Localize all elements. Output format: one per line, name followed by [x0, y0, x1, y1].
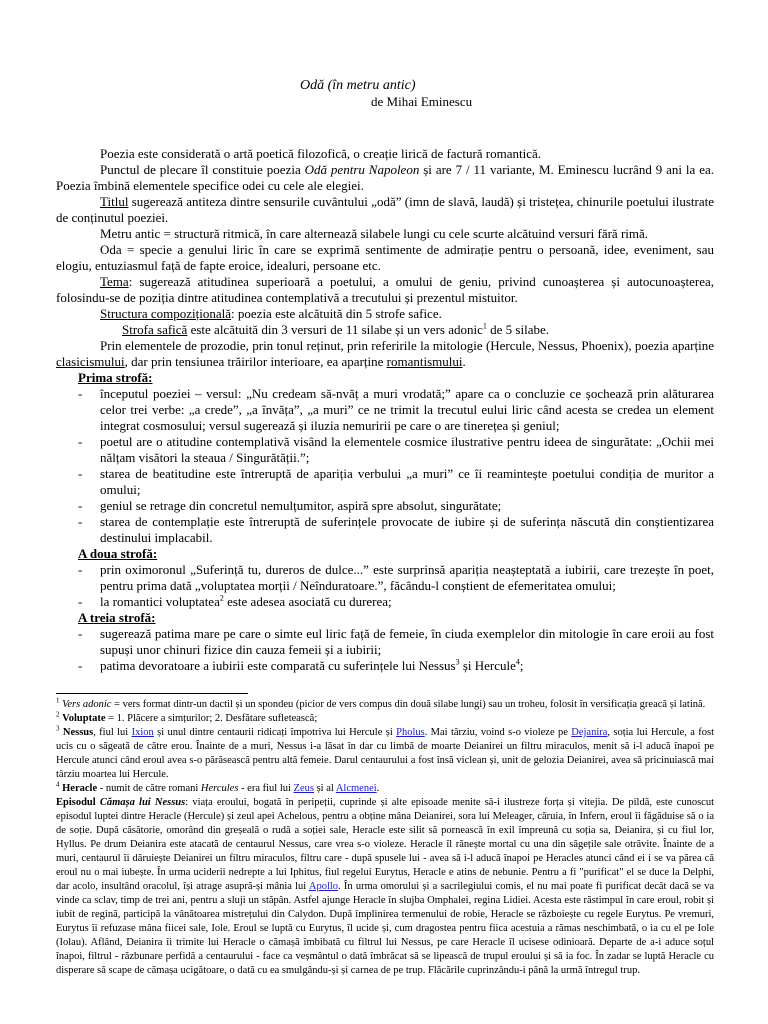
- paragraph-origin: Punctul de plecare îl constituie poezia Odă pentru Napoleon și are 7 / 11 variante, M. Eminescu lucrând 9 ani la ea. Poezia îmbină elementele specifice odei cu cele ale elegiei.: [56, 162, 714, 193]
- poem-title: Odă (în metru antic): [300, 78, 416, 93]
- label-structura: Structura compozițională: [100, 306, 232, 321]
- footnote-3: $^3$ Nessus, fiul lui Ixion și unul dintre centaurii ridicați împotriva lui Hercule și Pholus. Mai târziu, voind s-o violeze pe Dejanira, soția lui Hercule, a fost ucis cu o săgeată de către erou. Înainte de a muri, Nessus i-a lăsat în dar cu limbă de moarte Deianirei un filtru miraculos, menit să i-l aducă înapoi pe Hercule atunci când eroul avea s-o părăsească pentru altă femeie. Darul centaurului a fost însă viclean și, unit de gelozia Deianirei, avea să pricinuiască mai târziu moartea lui Hercule.: [56, 724, 714, 780]
- list-item: - starea de beatitudine este întreruptă de apariția verbului „a muri” ce îi reamintește poetului condiția de muritor a omului;: [56, 466, 714, 498]
- paragraph-oda: Oda = specie a genului liric în care se exprimă sentimente de admirație pentru o persoană, idee, eveniment, sau elogiu, entuziasmul față de fapte eroice, idealuri, persoane etc.: [56, 242, 714, 273]
- list-strofa-3: [56, 626, 714, 674]
- list-item: - geniul se retrage din concretul nemulțumitor, aspiră spre absolut, singurătate;: [56, 498, 714, 514]
- paragraph-title: Titlul sugerează antiteza dintre sensurile cuvântului „odă” (imn de slavă, laudă) și tristețea, chinurile poetului ilustrate de conținutul poeziei.: [56, 194, 714, 225]
- paragraph-prozodie: Prin elementele de prozodie, prin tonul reținut, prin referirile la mitologie (Hercule, Nessus, Phoenix), poezia aparține clasicismului, dar prin tensiunea trăirilor interioare, ea aparține romantismului.: [56, 338, 714, 369]
- paragraph-tema: Tema: sugerează atitudinea superioară a poetului, a omului de geniu, privind cunoașterea și autocunoașterea, folosindu-se de poziția dintre atitudinea contemplativă a trecutului și prezentul mistuitor.: [56, 274, 714, 305]
- list-item: - începutul poeziei – versul: „Nu credeam să-nvăț a muri vrodată;” apare ca o concluzie ce șochează prin alăturarea celor trei verbe: „a crede”, „a învăța”, „a muri” ce ne trimit la trecutul eului liric când acesta se credea un element integrat cosmosului; versul sugerează și iluzia nemuririi pe care o are tinerețea și geniul;: [56, 386, 714, 434]
- paragraph-strofa-safica: Strofa safică este alcătuită din 3 versuri de 11 silabe și un vers adonic$^1$ de 5 silabe.: [122, 321, 549, 337]
- link-ixion[interactable]: Ixion: [131, 727, 154, 738]
- link-clasicism[interactable]: clasicismului: [56, 354, 125, 369]
- footnote-ref-2[interactable]: 2: [219, 593, 224, 603]
- link-pholus[interactable]: Pholus: [396, 727, 425, 738]
- footnote-ref-4[interactable]: 4: [515, 657, 520, 667]
- link-apollo[interactable]: Apollo: [308, 881, 339, 892]
- list-item: - poetul are o atitudine contemplativă visând la elementele cosmice ilustrative pentru ideea de singurătate: „Ochii mei nălțam visători la steaua / Singurătății.”;: [56, 434, 714, 466]
- footnote-ref-1[interactable]: 1: [482, 321, 487, 331]
- footnote-episode: Episodul Cămașa lui Nessus: viața eroului, bogată în peripeții, cuprinde și alte episoade menite să-i ilustreze forța și vitejia. De pildă, este cunoscut episodul luptei dintre Heracle (Hercule) și zeul apei Achelous, pentru a obține mâna Deianirei, sora lui Meleager, căruia, în Infern, eroul îi făgăduise să o ia de soție. După căsătorie, omorând din greșeală o rudă a soției sale, Heracle este silit să pornească în exil împreună cu soția sa, Deianira, și cu fiul lor, Hyllus. Pe drum Deianira este atacată de centaurul Nessus, care vrea s-o violeze. Heracle îl rănește mortal cu una din săgețile sale otrăvite. Înainte de a muri, centaurul îi dăruiește Deianirei un filtru miraculos, filtru care - după spusele lui - avea să i-l aducă înapoi pe Heracles atunci când ei i se va părea că eroul nu o mai iubește. În urma uciderii nedrepte a lui Iphitus, fiul regelui Eurytus, Heracle e atins de nebunie. Pentru a fi "purificat" el se duce la Delphi, dar acolo, insultând oracolul, își atrage asupră-și mânia lui Apollo. În urma omorului și a sacrilegiului comis, el nu mai poate fi purificat decât dacă se va vinde ca sclav, timp de trei ani, pentru a sluji un stăpân. Astfel ajunge Heracle în slujba Omphalei, regina Lidiei. Acesta este răstimpul în care eroul, robit și iubit de regină, participă la vânătoarea mistrețului din Calydon. După împlinirea termenului de robie, Heracle se războiește cu regele Eurytus. Pe vremuri, Eurytus îi refuzase mâna fiicei sale, Iole. Eroul se luptă cu Eurytus, îl ucide și, cum dragostea pentru fiica acestuia a rămas neschimbată, o ia cu el pe Iole (Iolau). Aflând, Deianira îi trimite lui Heracle o cămașă îmbibată cu filtrul lui Nessus, pe care Heracle îl ucisese odinioară. Departe de a-i aduce soțul înapoi, filtrul - răzbunare perfidă a centaurului - face ca veșmântul o dată îmbrăcat să se lipească de trupul eroului și să ia foc. În zadar se luptă Heracle cu disperare să scape de cămașa ucigătoare, o dată cu ea smulgându-și și carnea de pe trup. Flăcările cuprinzându-i până la urmă întregul trup.: [56, 797, 714, 976]
- list-item: - prin oximoronul „Suferință tu, dureros de dulce...” este surprinsă apariția neașteptată a iubirii, care trezește în poet, pentru prima dată „voluptatea morții / Neînduratoare.”, făcându-l conștient de efemeritatea omului;: [56, 562, 714, 594]
- list-item: - starea de contemplație este întreruptă de suferințele provocate de iubire și de suferința născută din conștientizarea destinului implacabil.: [56, 514, 714, 546]
- label-tema: Tema: [100, 274, 129, 289]
- label-strofa-safica: Strofa safică: [122, 322, 188, 337]
- label-titlul: Titlul: [100, 194, 129, 209]
- main-text: [56, 146, 714, 674]
- list-item: - la romantici voluptatea$^2$ este adesea asociată cu durerea;: [56, 594, 714, 610]
- heading-strofa-1: Prima strofă:: [78, 370, 153, 385]
- footnote-4: $^4$ Heracle - numit de către romani Hercules - era fiul lui Zeus și al Alcmenei.: [56, 780, 380, 794]
- footnote-1: $^1$ Vers adonic = vers format dintr-un dactil și un spondeu (picior de vers compus din două silabe lungi) sau un troheu, folosit în versificația greacă și latină.: [56, 696, 706, 710]
- heading-strofa-3: A treia strofă:: [78, 610, 156, 625]
- footnotes: [56, 698, 714, 978]
- list-item: - sugerează patima mare pe care o simte eul liric față de femeie, în ciuda exemplelor din mitologie în care eroii au fost supuși unor chinuri fizice din cauza femeii și a iubirii;: [56, 626, 714, 658]
- link-alcmena[interactable]: Alcmenei: [335, 783, 377, 794]
- list-item: - patima devoratoare a iubirii este comparată cu suferințele lui Nessus$^3$ și Hercule$^4$;: [56, 658, 714, 674]
- list-strofa-2: [56, 562, 714, 610]
- link-zeus[interactable]: Zeus: [293, 783, 314, 794]
- heading-strofa-2: A doua strofă:: [78, 546, 158, 561]
- paragraph-intro: Poezia este considerată o artă poetică filozofică, o creație lirică de factură romantică.: [100, 146, 542, 161]
- footnote-ref-3[interactable]: 3: [455, 657, 460, 667]
- paragraph-metru: Metru antic = structură ritmică, în care alternează silabele lungi cu cele scurte alcătuind versuri fără rimă.: [100, 226, 649, 241]
- footnote-2: $^2$ Voluptate = 1. Plăcere a simțurilor; 2. Desfătare sufletească;: [56, 710, 318, 724]
- poem-reference: Odă pentru Napoleon: [304, 162, 420, 177]
- link-romantism[interactable]: romantismului: [386, 354, 463, 369]
- poem-author: de Mihai Eminescu: [371, 94, 473, 109]
- paragraph-structura: Structura compozițională: poezia este alcătuită din 5 strofe safice.: [100, 306, 442, 321]
- list-strofa-1: [56, 386, 714, 546]
- link-dejanira[interactable]: Dejanira: [571, 727, 608, 738]
- footnote-divider: [56, 693, 248, 694]
